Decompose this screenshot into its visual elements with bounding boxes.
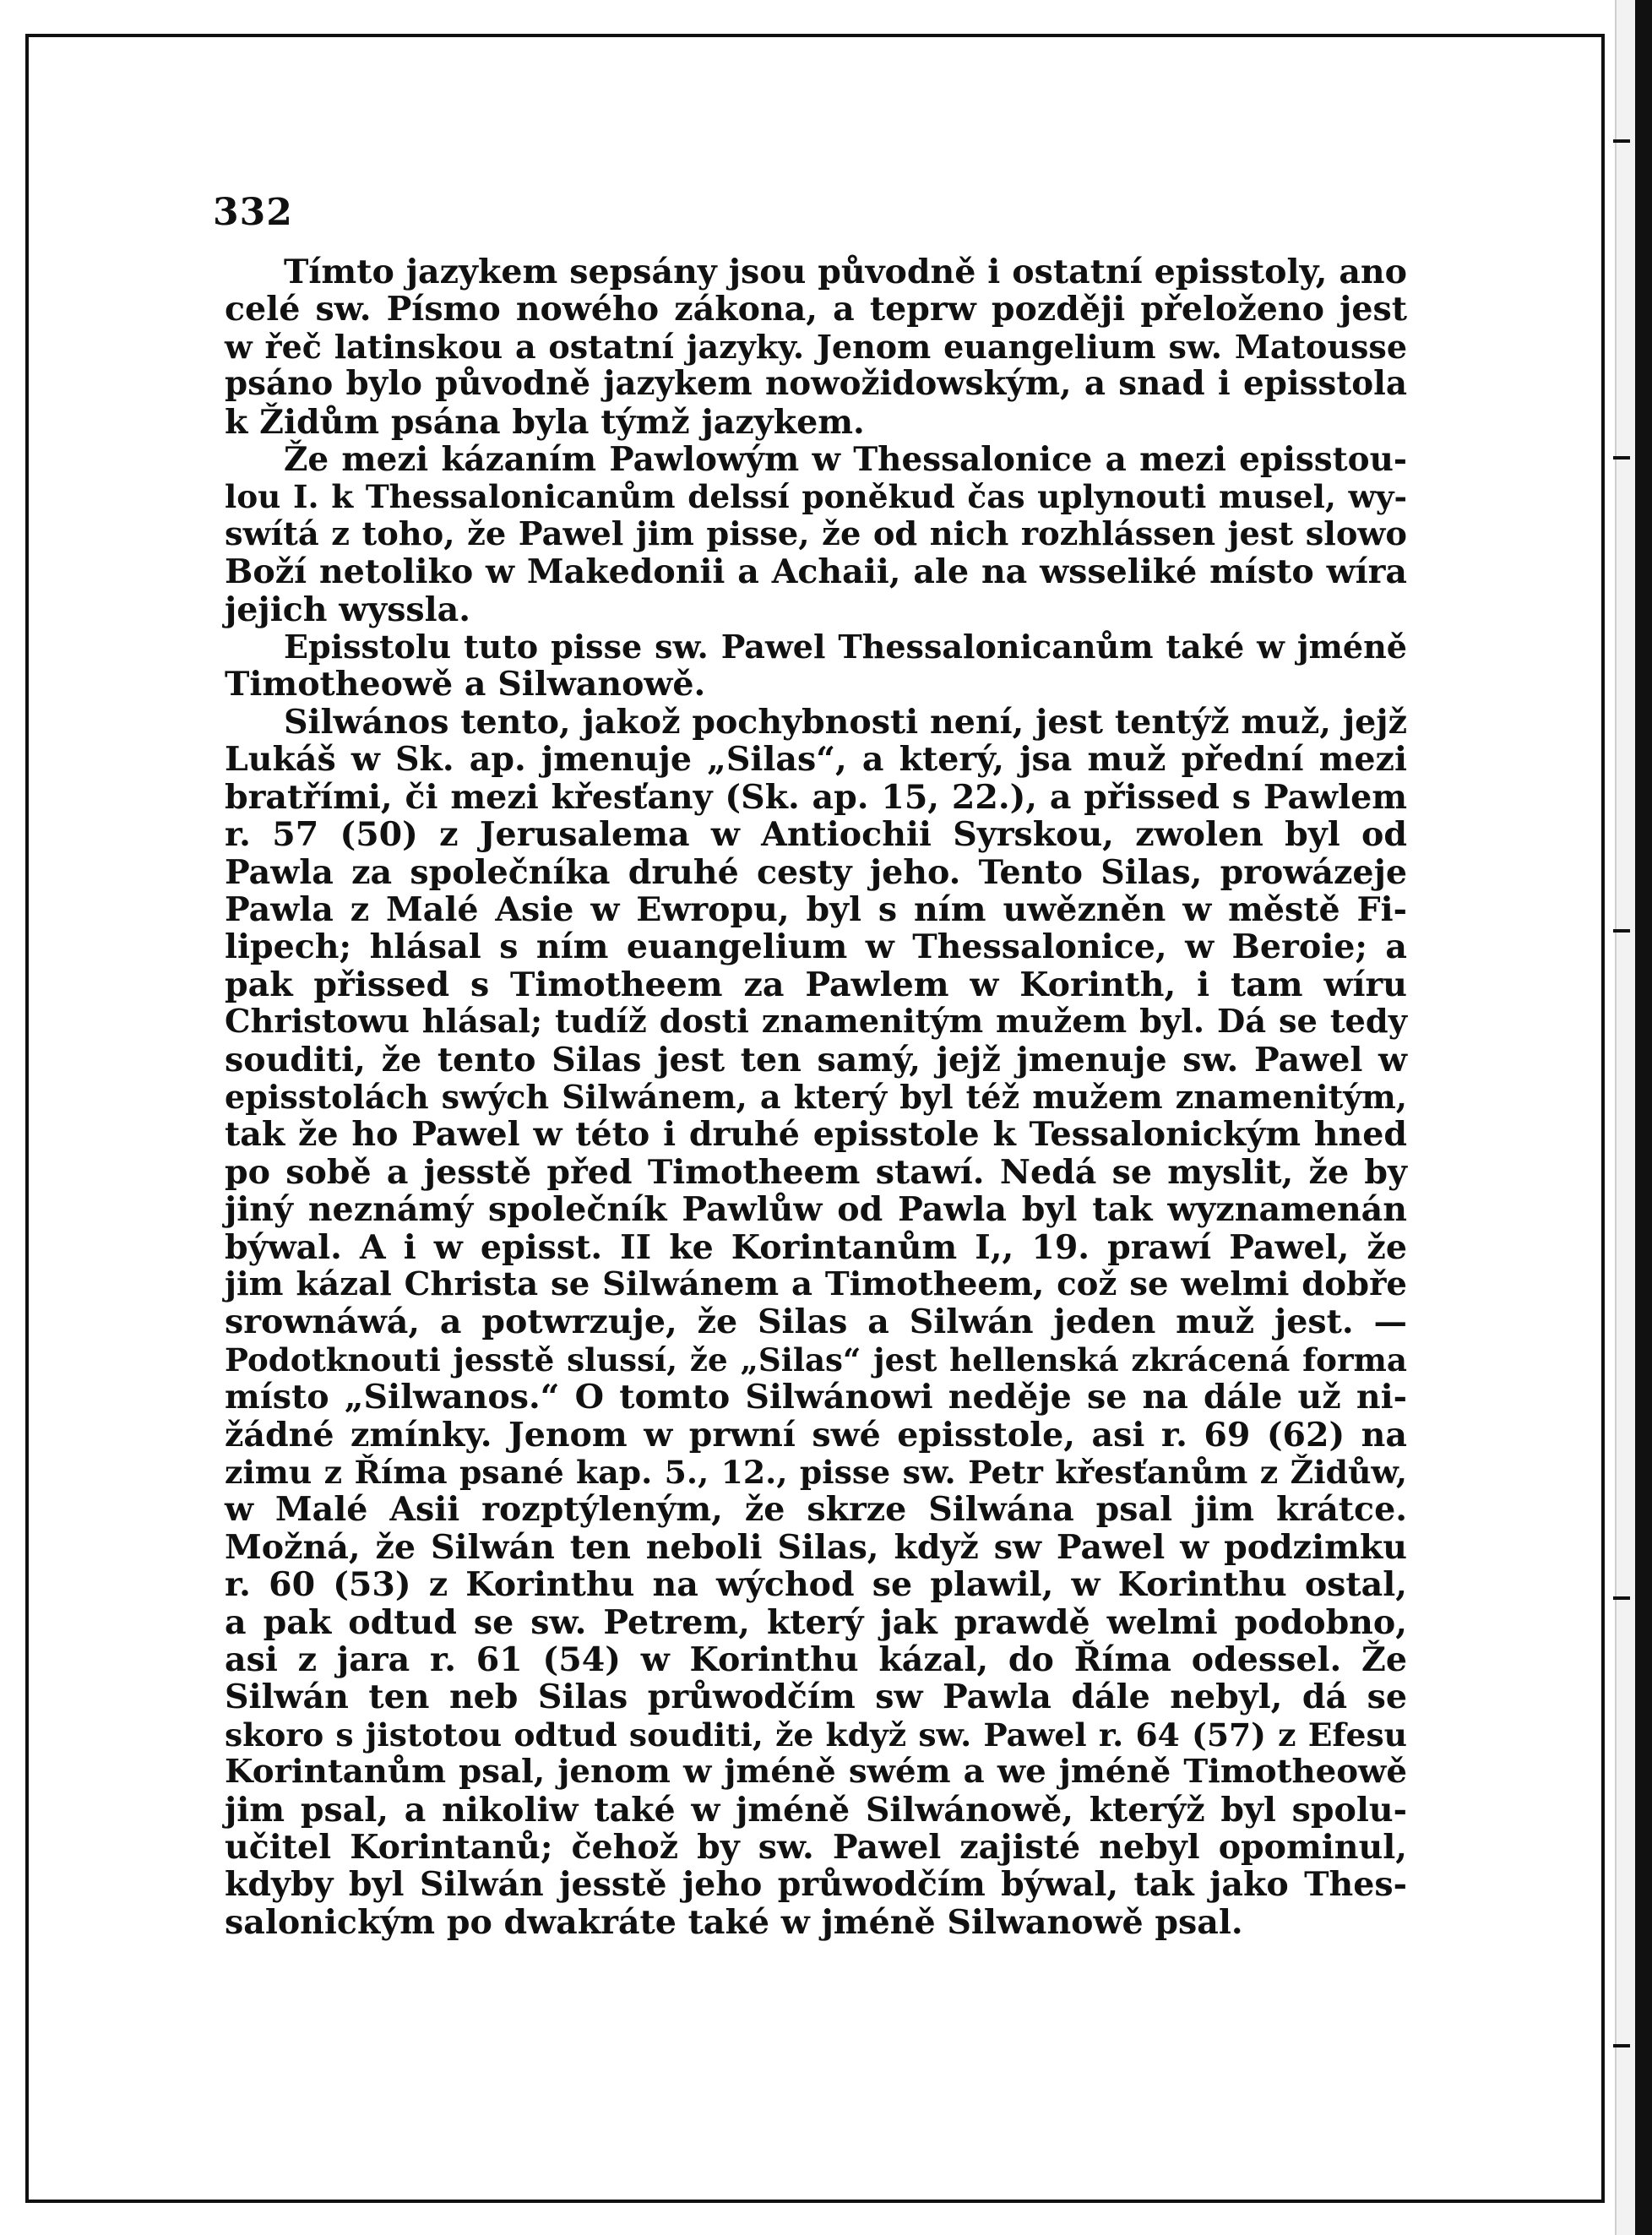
text-line: lipech; hlásal s ním euangelium w Thessalonice, w Beroie; a — [225, 927, 1407, 967]
text-line: episstolách swých Silwánem, a který byl též mužem znamenitým, — [225, 1077, 1407, 1116]
text-line: Že mezi kázaním Pawlowým w Thessalonice a mezi episstou- — [284, 440, 1407, 480]
text-line: po sobě a jesstě před Timotheem stawí. Nedá se myslit, že by — [225, 1152, 1407, 1192]
text-line: srownáwá, a potwrzuje, že Silas a Silwán jeden muž jest. — — [225, 1302, 1407, 1342]
text-line: r. 60 (53) z Korinthu na wýchod se plawil, w Korinthu ostal, — [225, 1565, 1407, 1605]
text-line: a pak odtud se sw. Petrem, který jak prawdě welmi podobno, — [225, 1602, 1407, 1642]
scan-edge-black — [1635, 0, 1652, 2235]
text-line: Korintanům psal, jenom w jméně swém a we jméně Timotheowě — [225, 1753, 1407, 1792]
text-line: jiný neznámý společník Pawlůw od Pawla byl tak wyznamenán — [225, 1190, 1407, 1230]
text-line: r. 57 (50) z Jerusalema w Antiochii Syrskou, zwolen byl od — [225, 815, 1407, 855]
text-line: místo „Silwanos.“ O tomto Silwánowi neděje se na dále už ni- — [225, 1378, 1407, 1417]
text-line: Timotheowě a Silwanowě. — [225, 665, 706, 704]
text-line: pak přissed s Timotheem za Pawlem w Korinth, i tam wíru — [225, 965, 1407, 1004]
page-number: 332 — [213, 191, 293, 234]
scan-edge-strip — [1615, 0, 1635, 2235]
edge-mark — [1613, 139, 1630, 143]
edge-mark — [1613, 1596, 1630, 1600]
text-line: Pawla za společníka druhé cesty jeho. Tento Silas, prowázeje — [225, 852, 1407, 892]
text-line: lou I. k Thessalonicanům delssí poněkud čas uplynouti musel, wy- — [225, 478, 1407, 516]
text-line: býwal. A i w episst. II ke Korintanům I,, 19. prawí Pawel, že — [225, 1227, 1407, 1267]
text-line: kdyby byl Silwán jesstě jeho průwodčím býwal, tak jako Thes- — [225, 1865, 1407, 1905]
text-line: Tímto jazykem sepsány jsou původně i ostatní episstoly, ano — [284, 253, 1407, 291]
text-line: souditi, že tento Silas jest ten samý, jejž jmenuje sw. Pawel w — [225, 1040, 1407, 1079]
text-line: w Malé Asii rozptýleným, že skrze Silwána psal jim krátce. — [225, 1490, 1407, 1530]
text-line: skoro s jistotou odtud souditi, že když sw. Pawel r. 64 (57) z Efesu — [225, 1716, 1407, 1754]
text-line: psáno bylo původně jazykem nowožidowským, a snad i episstola — [225, 365, 1407, 404]
text-line: salonickým po dwakráte také w jméně Silwanowě psal. — [225, 1902, 1243, 1942]
text-line: Christowu hlásal; tudíž dosti znamenitým mužem byl. Dá se tedy — [225, 1003, 1407, 1041]
text-line: bratřími, či mezi křesťany (Sk. ap. 15, 22.), a přissed s Pawlem — [225, 777, 1407, 817]
text-line: Silwános tento, jakož pochybnosti není, jest tentýž muž, jejž — [284, 702, 1407, 742]
text-line: celé sw. Písmo nowého zákona, a teprw později přeloženo jest — [225, 290, 1407, 329]
text-line: Silwán ten neb Silas průwodčím sw Pawla dále nebyl, dá se — [225, 1678, 1407, 1717]
text-line: tak že ho Pawel w této i druhé episstole k Tessalonickým hned — [225, 1115, 1407, 1155]
text-line: Možná, že Silwán ten neboli Silas, když sw Pawel w podzimku — [225, 1527, 1407, 1567]
text-line: k Židům psána byla týmž jazykem. — [225, 402, 865, 442]
text-line: Podotknouti jesstě slussí, že „Silas“ jest hellenská zkrácená forma — [225, 1340, 1407, 1379]
text-line: Episstolu tuto pisse sw. Pawel Thessalonicanům také w jméně — [284, 628, 1407, 666]
text-line: jim kázal Christa se Silwánem a Timotheem, což se welmi dobře — [225, 1264, 1407, 1303]
text-line: jejich wyssla. — [225, 590, 471, 629]
text-line: Lukáš w Sk. ap. jmenuje „Silas“, a který, jsa muž přední mezi — [225, 740, 1407, 780]
body-text — [225, 253, 1407, 1941]
text-line: jim psal, a nikoliw také w jméně Silwánowě, kterýž byl spolu- — [225, 1790, 1407, 1830]
text-line: zimu z Říma psané kap. 5., 12., pisse sw. Petr křesťanům z Židůw, — [225, 1454, 1407, 1491]
edge-mark — [1613, 456, 1630, 460]
text-line: Pawla z Malé Asie w Ewropu, byl s ním uwězněn w městě Fi- — [225, 889, 1407, 929]
text-line: swítá z toho, že Pawel jim pisse, že od nich rozhlássen jest slowo — [225, 514, 1407, 553]
edge-mark — [1613, 2044, 1630, 2047]
text-line: w řeč latinskou a ostatní jazyky. Jenom euangelium sw. Matousse — [225, 327, 1407, 366]
text-line: asi z jara r. 61 (54) w Korinthu kázal, do Říma odessel. Že — [225, 1640, 1407, 1680]
edge-mark — [1613, 929, 1630, 933]
text-line: Boží netoliko w Makedonii a Achaii, ale na wsseliké místo wíra — [225, 552, 1407, 592]
text-line: učitel Korintanů; čehož by sw. Pawel zajisté nebyl opominul, — [225, 1828, 1407, 1868]
text-line: žádné zmínky. Jenom w prwní swé episstole, asi r. 69 (62) na — [225, 1415, 1407, 1455]
